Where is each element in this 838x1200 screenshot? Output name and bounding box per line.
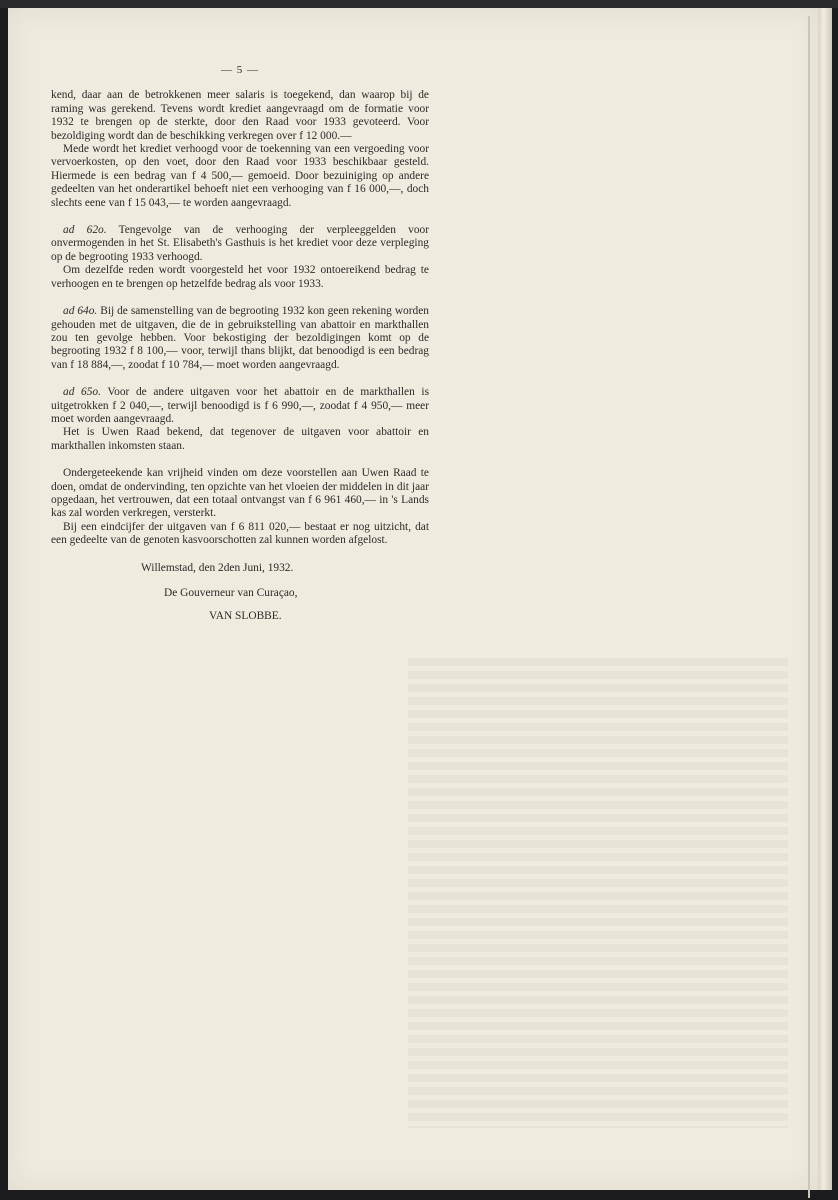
scan-border — [0, 0, 838, 8]
item-text-62: Tengevolge van de verhooging der verpleeggelden voor onvermogenden in het St. Elisabeth's Gasthuis is het krediet voor deze verpleging op de begrooting 1933 verhoogd. — [51, 224, 430, 263]
item-text-64: Bij de samenstelling van de begrooting 1932 kon geen rekening worden gehouden met de uitgaven, die de in gebruikstelling van abattoir en markthallen zou ten gevolge hebben. Voor bekostiging der bezoldigingen komt op de begrooting 1932 f 8 100,— voor, terwijl thans blijkt, dat benoodigd is een bedrag van f 18 884,—, zoodat f 10 784,— moet worden aangevraagd. — [51, 305, 429, 371]
item-label-62: ad 62o. — [63, 224, 107, 237]
paragraph-ad-62 — [51, 224, 429, 264]
paragraph-9: Bij een eindcijfer der uitgaven van f 6 811 020,— bestaat er nog uitzicht, dat een gedeelte van de genoten kasvoorschotten zal kunnen worden afgelost. — [51, 520, 429, 547]
page-fold-line — [808, 16, 810, 1198]
page-edge — [818, 8, 832, 1190]
place-date: Willemstad, den 2den Juni, 1932. — [141, 561, 294, 574]
paragraph-ad-64 — [51, 305, 429, 372]
document-body — [51, 64, 429, 624]
page-number: — 5 — — [221, 64, 259, 76]
paragraph-1: kend, daar aan de betrokkenen meer salaris is toegekend, dan waarop bij de raming was gerekend. Tevens wordt krediet aangevraagd om de formatie voor 1932 te brengen op de sterkte, door den Raad voor 1933 gevoteerd. Voor bezoldiging wordt dan de beschikking verkregen over f 12 000.— — [51, 89, 429, 142]
signatory-role: De Gouverneur van Curaçao, — [164, 587, 298, 599]
item-label-64: ad 64o. — [63, 305, 98, 318]
signatory-name: VAN SLOBBE. — [209, 610, 282, 623]
item-text-65: Voor de andere uitgaven voor het abattoir en de markthallen is uitgetrokken f 2 040,—, terwijl benoodigd is f 6 990,—, zoodat f 4 950,— meer moet worden aangevraagd. — [51, 386, 429, 425]
paragraph-4: Om dezelfde reden wordt voorgesteld het voor 1932 ontoereikend bedrag te verhoogen en te brengen op hetzelfde bedrag als voor 1933. — [51, 264, 429, 290]
item-label-65: ad 65o. — [63, 386, 101, 399]
paragraph-ad-65 — [51, 386, 429, 426]
bleed-through-text — [408, 658, 788, 1128]
paragraph-7: Het is Uwen Raad bekend, dat tegenover de uitgaven voor abattoir en markthallen inkomsten staan. — [51, 426, 429, 452]
paragraph-2: Mede wordt het krediet verhoogd voor de toekenning van een vergoeding voor vervoerkosten, op den voet, door den Raad voor 1933 beschikbaar gesteld. Hiermede is een bedrag van f 4 500,— gemoeid. Door bezuiniging op andere gedeelten van het onderartikel behoeft niet een verhooging van f 16 000,—, doch slechts eene van f 15 043,— te worden aangevraagd. — [51, 143, 429, 209]
paragraph-8: Ondergeteekende kan vrijheid vinden om deze voorstellen aan Uwen Raad te doen, omdat de ondervinding, ten opzichte van het vloeien der middelen in dit jaar opgedaan, het vertrouwen, dat een totaal ontvangst van f 6 961 460,— in 's Lands kas zal worden verkregen, versterkt. — [51, 467, 429, 520]
